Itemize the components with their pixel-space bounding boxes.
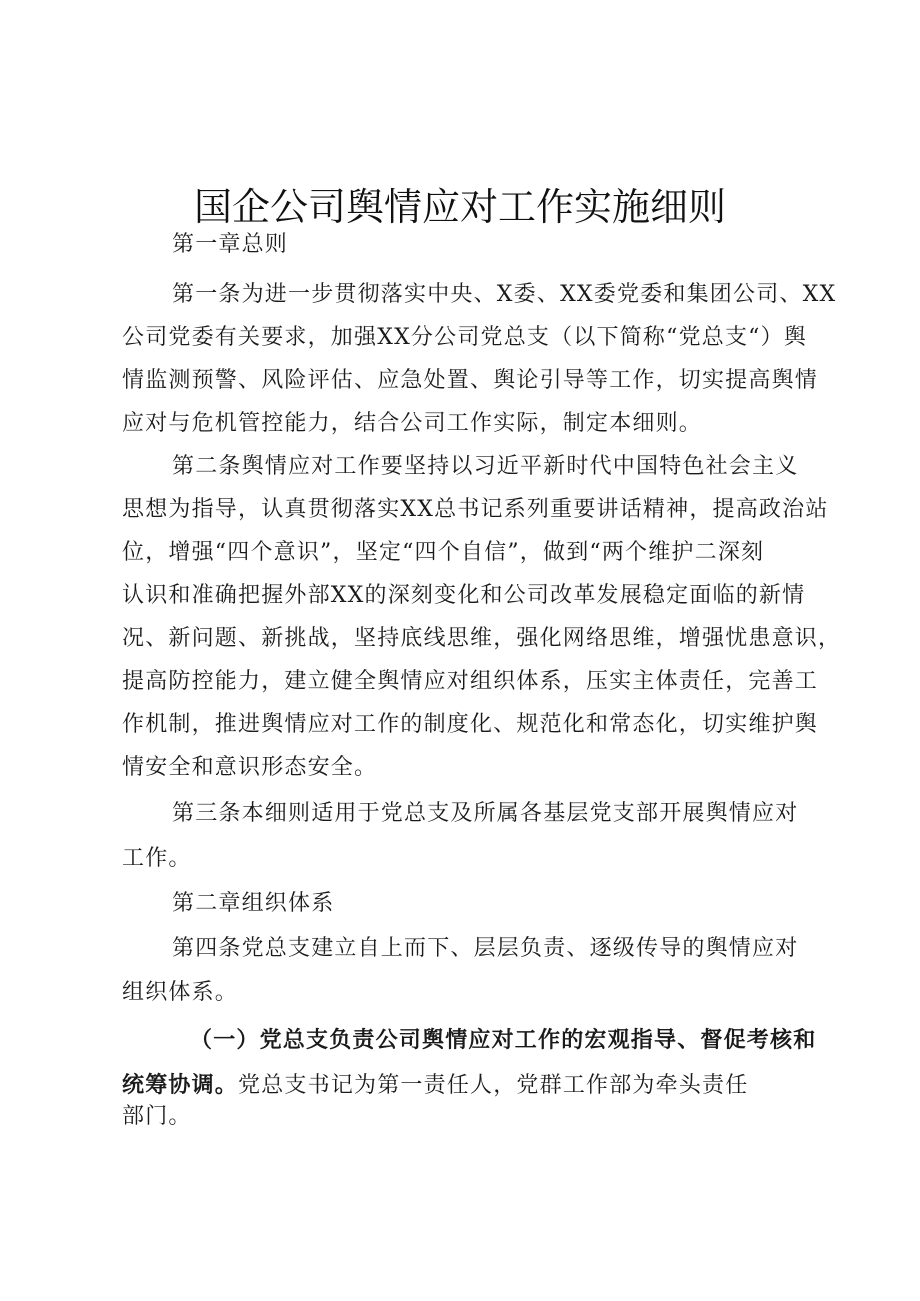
paragraph-line: 提高防控能力，建立健全舆情应对组织体系，压实主体责任，完善工 (122, 669, 819, 694)
paragraph-line (122, 1072, 748, 1099)
paragraph-line: 工作。 (122, 846, 192, 871)
paragraph-line: 应对与危机管控能力，结合公司工作实际，制定本细则。 (122, 411, 703, 436)
paragraph-line: 第二条舆情应对工作要坚持以习近平新时代中国特色社会主义 (172, 454, 799, 479)
chapter-heading: 第一章总则 (172, 232, 289, 257)
paragraph-line: 第三条本细则适用于党总支及所属各基层党支部开展舆情应对 (172, 801, 799, 826)
paragraph-line: 位，增强“四个意识”，坚定“四个自信”，做到“两个维护二深刻 (122, 540, 765, 565)
paragraph-line: 部门。 (122, 1104, 192, 1129)
paragraph-line: 第四条党总支建立自上而下、层层负责、逐级传导的舆情应对 (172, 936, 799, 961)
paragraph-line: 第一条为进一步贯彻落实中央、X委、XX委党委和集团公司、XX (172, 282, 837, 307)
paragraph-line: 公司党委有关要求，加强XX分公司党总支（以下简称“党总支“）舆 (122, 325, 808, 350)
paragraph-line: 况、新问题、新挑战，坚持底线思维，强化网络思维，增强忧患意识， (122, 626, 842, 651)
paragraph-line: 作机制，推进舆情应对工作的制度化、规范化和常态化，切实维护舆 (122, 712, 819, 737)
paragraph-line: 情监测预警、风险评估、应急处置、舆论引导等工作，切实提高舆情 (122, 368, 819, 393)
paragraph-line: 认识和准确把握外部XX的深刻变化和公司改革发展稳定面临的新情 (122, 583, 806, 608)
paragraph-line: 组织体系。 (122, 980, 239, 1005)
clause-body: 党总支书记为第一责任人，党群工作部为牵头责任 (238, 1073, 749, 1098)
paragraph-line: 情安全和意识形态安全。 (122, 755, 378, 780)
chapter-heading: 第二章组织体系 (172, 891, 335, 916)
document-title: 国企公司舆情应对工作实施细则 (193, 185, 726, 229)
bold-clause-heading-end: 统筹协调。 (122, 1072, 239, 1098)
paragraph-line: 思想为指导，认真贯彻落实XX总书记系列重要讲话精神，提高政治站 (122, 497, 829, 522)
bold-clause-heading: （一）党总支负责公司舆情应对工作的宏观指导、督促考核和 (190, 1027, 817, 1053)
